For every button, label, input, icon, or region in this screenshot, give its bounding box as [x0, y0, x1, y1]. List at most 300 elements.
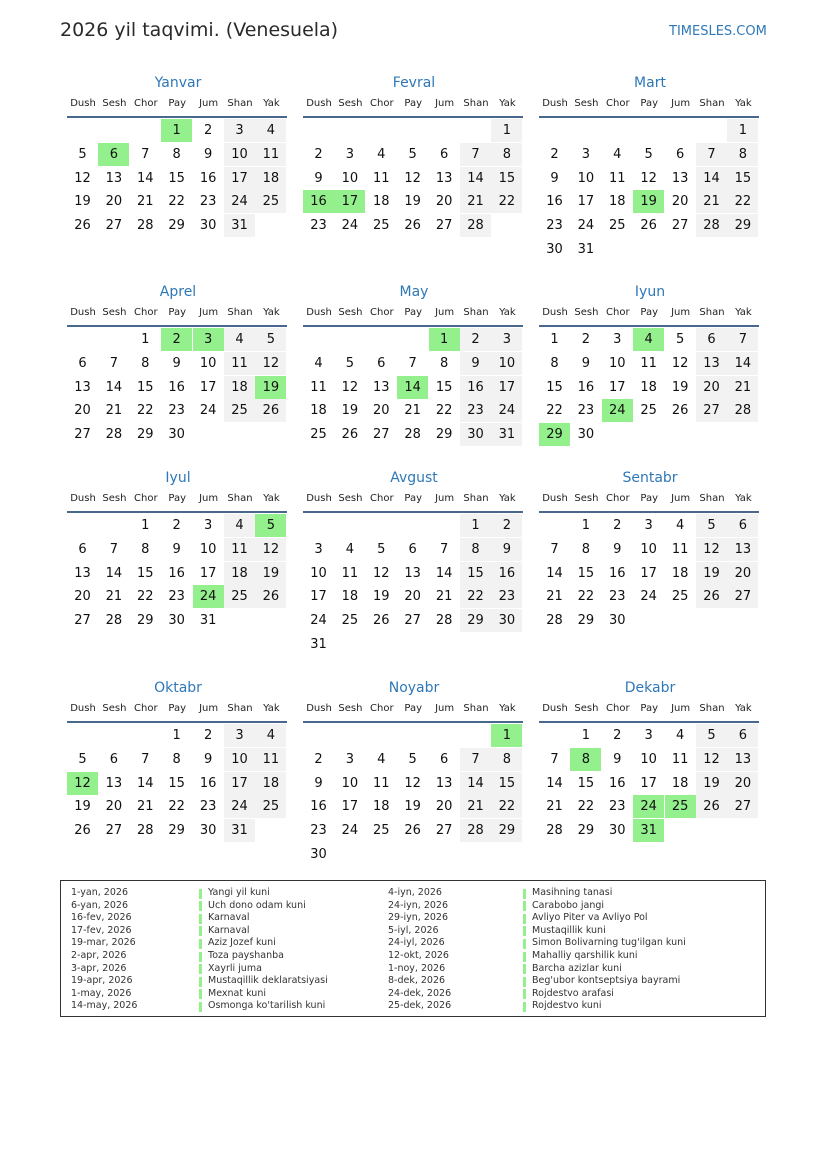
holiday-day-cell: 24 [633, 795, 664, 818]
day-cell: 25 [373, 823, 390, 839]
day-cell: 12 [404, 775, 421, 791]
weekday-header: Yak [499, 493, 516, 504]
day-cell: 15 [168, 170, 185, 186]
day-cell: 11 [255, 748, 286, 771]
day-cell: 7 [439, 541, 449, 557]
day-cell: 1 [141, 332, 150, 347]
day-cell: 12 [671, 355, 689, 371]
day-cell: 18 [671, 775, 689, 791]
day-cell: 27 [671, 218, 689, 234]
holiday-name: Beg'ubor kontseptsiya bayrami [532, 975, 681, 987]
day-cell: 20 [373, 403, 390, 419]
day-cell: 14 [137, 775, 154, 791]
day-cell: 17 [224, 772, 255, 795]
day-cell: 17 [609, 379, 626, 395]
day-cell: 10 [224, 143, 255, 166]
day-cell: 7 [550, 751, 559, 767]
day-cell: 26 [255, 399, 286, 422]
day-cell: 3 [491, 328, 522, 351]
holiday-name: Masihning tanasi [532, 887, 613, 898]
day-cell: 11 [671, 541, 689, 557]
holiday-day-cell: 19 [255, 376, 286, 399]
weekday-header: Jum [671, 98, 691, 109]
day-cell: 18 [373, 799, 390, 815]
day-cell: 4 [613, 146, 622, 162]
day-cell: 4 [377, 146, 386, 162]
day-cell: 7 [141, 146, 150, 162]
day-cell: 4 [224, 328, 255, 351]
day-cell: 29 [168, 218, 185, 234]
page-title: 2026 yil taqvimi. (Venesuela) [60, 19, 339, 41]
day-cell: 22 [727, 190, 758, 213]
holiday-marker [523, 977, 526, 987]
weekday-divider [303, 116, 523, 118]
day-cell: 13 [435, 170, 453, 186]
day-cell: 8 [172, 146, 181, 162]
day-cell: 8 [581, 541, 591, 557]
holiday-day-cell: 6 [98, 143, 129, 166]
weekday-header: Pay [404, 703, 422, 714]
day-cell: 22 [137, 589, 154, 605]
day-cell: 6 [727, 724, 758, 747]
weekday-header: Chor [370, 98, 394, 109]
day-cell: 22 [491, 795, 522, 818]
day-cell: 27 [74, 427, 91, 443]
day-cell: 4 [224, 514, 255, 537]
month-name: May [399, 284, 429, 300]
day-cell: 21 [546, 799, 563, 815]
day-cell: 19 [696, 562, 727, 585]
day-cell: 5 [408, 751, 417, 767]
holiday-day-cell: 12 [67, 772, 98, 795]
day-cell: 26 [404, 218, 421, 234]
day-cell: 8 [550, 355, 559, 371]
day-cell: 28 [460, 819, 491, 842]
holiday-date: 24-iyn, 2026 [388, 899, 449, 911]
day-cell: 6 [109, 751, 119, 767]
day-cell: 13 [105, 170, 123, 186]
weekday-divider [67, 511, 287, 513]
day-cell: 11 [224, 538, 255, 561]
month-name: Noyabr [388, 680, 440, 696]
weekday-header: Dush [70, 493, 96, 504]
day-cell: 22 [546, 403, 563, 419]
day-cell: 13 [727, 538, 758, 561]
day-cell: 13 [435, 775, 453, 791]
day-cell: 2 [613, 728, 622, 743]
holiday-day-cell: 19 [633, 190, 664, 213]
holiday-date: 2-apr, 2026 [71, 950, 127, 961]
day-cell: 30 [168, 427, 185, 443]
holiday-marker [523, 889, 526, 899]
weekday-header: Sesh [574, 98, 599, 109]
day-cell: 28 [105, 613, 123, 629]
holiday-date: 1-may, 2026 [71, 987, 132, 999]
holiday-marker [523, 926, 526, 936]
weekday-header: Yak [263, 703, 280, 714]
day-cell: 13 [105, 775, 123, 791]
weekday-header: Sesh [102, 493, 127, 504]
day-cell: 26 [404, 823, 421, 839]
day-cell: 27 [373, 427, 390, 443]
day-cell: 7 [109, 541, 119, 557]
holiday-name: Barcha azizlar kuni [532, 962, 622, 974]
holiday-day-cell: 25 [665, 795, 696, 818]
day-cell: 29 [137, 427, 154, 443]
day-cell: 31 [224, 819, 255, 842]
day-cell: 23 [310, 218, 327, 234]
holiday-date: 17-fev, 2026 [71, 924, 132, 936]
day-cell: 23 [609, 589, 626, 605]
weekday-divider [67, 116, 287, 118]
day-cell: 21 [696, 190, 727, 213]
weekday-header: Jum [671, 493, 691, 504]
day-cell: 17 [640, 775, 657, 791]
day-cell: 16 [546, 194, 563, 210]
weekday-header: Sesh [338, 493, 363, 504]
day-cell: 5 [78, 751, 87, 767]
day-cell: 20 [727, 562, 758, 585]
day-cell: 7 [141, 751, 150, 767]
weekday-header: Jum [199, 307, 219, 318]
day-cell: 6 [78, 541, 87, 557]
day-cell: 18 [671, 565, 689, 581]
weekday-header: Dush [70, 98, 96, 109]
day-cell: 20 [671, 194, 689, 210]
day-cell: 26 [696, 795, 727, 818]
day-cell: 23 [546, 218, 563, 234]
day-cell: 12 [640, 170, 657, 186]
holiday-day-cell: 2 [161, 328, 192, 351]
weekday-header: Shan [699, 703, 725, 714]
weekday-header: Dush [542, 703, 568, 714]
weekday-header: Chor [606, 493, 630, 504]
day-cell: 7 [550, 541, 559, 557]
day-cell: 22 [491, 190, 522, 213]
day-cell: 24 [640, 589, 657, 605]
day-cell: 23 [168, 589, 185, 605]
weekday-header: Shan [463, 703, 489, 714]
day-cell: 26 [696, 585, 727, 608]
day-cell: 21 [137, 194, 154, 210]
day-cell: 1 [172, 728, 181, 743]
day-cell: 5 [377, 541, 386, 557]
day-cell: 15 [727, 167, 758, 190]
day-cell: 7 [460, 143, 491, 166]
day-cell: 28 [435, 613, 453, 629]
day-cell: 3 [613, 332, 622, 347]
holiday-date: 25-dek, 2026 [388, 1000, 452, 1012]
holiday-name: Rojdestvo kuni [532, 1000, 602, 1012]
month-name: Sentabr [622, 470, 678, 486]
day-cell: 5 [408, 146, 417, 162]
day-cell: 17 [310, 589, 327, 605]
day-cell: 28 [404, 427, 421, 443]
day-cell: 17 [491, 376, 522, 399]
weekday-header: Sesh [102, 98, 127, 109]
day-cell: 25 [255, 795, 286, 818]
day-cell: 20 [404, 589, 421, 605]
day-cell: 15 [577, 775, 595, 791]
day-cell: 1 [460, 514, 491, 537]
weekday-header: Jum [435, 493, 455, 504]
day-cell: 11 [341, 565, 359, 581]
weekday-header: Sesh [574, 703, 599, 714]
day-cell: 17 [341, 799, 359, 815]
day-cell: 21 [546, 589, 563, 605]
holiday-marker [523, 914, 526, 924]
day-cell: 13 [74, 379, 91, 395]
day-cell: 15 [577, 565, 595, 581]
day-cell: 4 [255, 119, 286, 142]
day-cell: 5 [644, 146, 653, 162]
day-cell: 20 [74, 589, 91, 605]
weekday-header: Chor [134, 703, 158, 714]
day-cell: 31 [224, 214, 255, 237]
day-cell: 8 [491, 748, 522, 771]
weekday-header: Sesh [102, 703, 127, 714]
holiday-day-cell: 4 [633, 328, 664, 351]
day-cell: 7 [696, 143, 727, 166]
day-cell: 26 [373, 613, 390, 629]
day-cell: 2 [314, 146, 323, 162]
holiday-day-cell: 14 [397, 376, 428, 399]
day-cell: 30 [577, 427, 595, 443]
day-cell: 25 [609, 218, 626, 234]
weekday-header: Shan [227, 703, 253, 714]
weekday-header: Sesh [338, 703, 363, 714]
day-cell: 2 [172, 518, 181, 533]
holiday-day-cell: 24 [193, 585, 224, 608]
day-cell: 2 [581, 332, 591, 347]
weekday-header: Shan [227, 98, 253, 109]
day-cell: 16 [491, 562, 522, 585]
day-cell: 19 [373, 589, 390, 605]
day-cell: 22 [577, 589, 595, 605]
day-cell: 22 [168, 194, 185, 210]
weekday-header: Pay [640, 493, 658, 504]
day-cell: 9 [613, 751, 622, 767]
day-cell: 20 [105, 194, 123, 210]
holiday-date: 8-dek, 2026 [388, 975, 446, 987]
day-cell: 2 [491, 514, 522, 537]
holiday-marker [523, 901, 526, 911]
weekday-header: Dush [306, 703, 332, 714]
holiday-day-cell: 17 [334, 190, 365, 213]
weekday-header: Pay [168, 307, 186, 318]
day-cell: 19 [341, 403, 359, 419]
holiday-name: Karnaval [208, 912, 250, 924]
weekday-header: Yak [263, 493, 280, 504]
weekday-header: Chor [370, 307, 394, 318]
day-cell: 2 [550, 146, 559, 162]
holiday-name: Aziz Jozef kuni [208, 937, 276, 949]
day-cell: 18 [609, 194, 626, 210]
holiday-day-cell: 3 [193, 328, 224, 351]
holiday-date: 12-okt, 2026 [388, 950, 449, 961]
weekday-header: Jum [671, 307, 691, 318]
day-cell: 16 [199, 775, 217, 791]
holiday-date: 3-apr, 2026 [71, 962, 127, 974]
day-cell: 25 [224, 399, 255, 422]
weekday-header: Jum [435, 98, 455, 109]
holiday-marker [199, 926, 202, 936]
day-cell: 24 [199, 403, 217, 419]
day-cell: 9 [203, 146, 213, 162]
day-cell: 27 [435, 823, 453, 839]
day-cell: 14 [696, 167, 727, 190]
day-cell: 12 [404, 170, 421, 186]
day-cell: 5 [696, 514, 727, 537]
day-cell: 21 [404, 403, 421, 419]
day-cell: 11 [609, 170, 626, 186]
day-cell: 24 [341, 823, 359, 839]
weekday-header: Shan [463, 98, 489, 109]
holiday-date: 4-iyn, 2026 [388, 887, 442, 898]
day-cell: 11 [310, 379, 327, 395]
day-cell: 6 [675, 146, 685, 162]
month-name: Iyul [165, 470, 191, 486]
day-cell: 16 [168, 565, 185, 581]
month-name: Mart [634, 75, 666, 91]
weekday-header: Dush [542, 307, 568, 318]
day-cell: 23 [491, 585, 522, 608]
weekday-header: Pay [404, 307, 422, 318]
holiday-date: 19-apr, 2026 [71, 975, 133, 987]
weekday-divider [303, 511, 523, 513]
day-cell: 21 [727, 376, 758, 399]
day-cell: 22 [460, 585, 491, 608]
holiday-name: Rojdestvo arafasi [532, 987, 614, 999]
day-cell: 9 [550, 170, 559, 186]
day-cell: 13 [727, 748, 758, 771]
day-cell: 23 [460, 399, 491, 422]
holiday-name: Simon Bolivarning tug'ilgan kuni [532, 937, 686, 949]
holiday-marker [199, 901, 202, 911]
day-cell: 1 [727, 119, 758, 142]
day-cell: 1 [581, 518, 591, 533]
day-cell: 26 [74, 218, 91, 234]
day-cell: 19 [74, 194, 91, 210]
weekday-header: Dush [542, 493, 568, 504]
day-cell: 20 [435, 799, 453, 815]
day-cell: 2 [203, 728, 213, 743]
day-cell: 10 [341, 775, 359, 791]
weekday-header: Chor [606, 98, 630, 109]
day-cell: 25 [373, 218, 390, 234]
day-cell: 8 [727, 143, 758, 166]
day-cell: 21 [460, 795, 491, 818]
day-cell: 22 [168, 799, 185, 815]
month-name: Fevral [392, 75, 436, 91]
holiday-name: Carabobo jangi [532, 899, 605, 911]
day-cell: 14 [105, 565, 123, 581]
day-cell: 3 [224, 724, 255, 747]
day-cell: 25 [640, 403, 657, 419]
holiday-marker [523, 964, 526, 974]
weekday-header: Jum [671, 703, 691, 714]
site-brand-link[interactable]: TIMESLES.COM [669, 24, 767, 39]
day-cell: 10 [341, 170, 359, 186]
day-cell: 22 [137, 403, 154, 419]
day-cell: 1 [550, 332, 559, 347]
holiday-name: Xayrli juma [208, 962, 262, 974]
day-cell: 21 [435, 589, 453, 605]
day-cell: 24 [224, 190, 255, 213]
day-cell: 29 [168, 823, 185, 839]
holiday-day-cell: 16 [303, 190, 334, 213]
month-name: Dekabr [624, 680, 676, 696]
weekday-header: Chor [606, 703, 630, 714]
weekday-header: Yak [499, 98, 516, 109]
day-cell: 9 [314, 775, 323, 791]
holiday-date: 14-may, 2026 [71, 1000, 138, 1012]
holiday-day-cell: 5 [255, 514, 286, 537]
day-cell: 14 [546, 565, 563, 581]
weekday-header: Pay [404, 493, 422, 504]
day-cell: 27 [404, 613, 421, 629]
weekday-header: Jum [199, 703, 219, 714]
weekday-header: Yak [735, 98, 752, 109]
holiday-marker [199, 964, 202, 974]
day-cell: 16 [310, 799, 327, 815]
weekday-header: Shan [227, 307, 253, 318]
holiday-marker [199, 889, 202, 899]
holiday-date: 5-iyl, 2026 [388, 924, 439, 936]
day-cell: 31 [310, 637, 327, 652]
weekday-header: Yak [735, 493, 752, 504]
weekday-divider [539, 116, 759, 118]
weekday-header: Pay [168, 493, 186, 504]
day-cell: 30 [491, 609, 522, 632]
day-cell: 3 [203, 518, 213, 533]
weekday-header: Shan [463, 307, 489, 318]
day-cell: 18 [640, 379, 657, 395]
holiday-marker [199, 989, 202, 999]
day-cell: 7 [109, 355, 119, 371]
day-cell: 28 [105, 427, 123, 443]
day-cell: 17 [640, 565, 657, 581]
month-name: Aprel [159, 284, 197, 300]
day-cell: 6 [439, 146, 449, 162]
day-cell: 26 [255, 585, 286, 608]
day-cell: 10 [491, 352, 522, 375]
day-cell: 10 [224, 748, 255, 771]
holiday-date: 24-iyl, 2026 [388, 937, 445, 949]
holiday-date: 24-dek, 2026 [388, 987, 452, 999]
day-cell: 27 [105, 823, 123, 839]
day-cell: 4 [675, 518, 685, 533]
day-cell: 18 [373, 194, 390, 210]
day-cell: 9 [172, 355, 181, 371]
day-cell: 3 [581, 146, 591, 162]
holiday-name: Mustaqillik kuni [532, 924, 606, 936]
day-cell: 16 [199, 170, 217, 186]
weekday-header: Yak [735, 307, 752, 318]
day-cell: 17 [577, 194, 595, 210]
day-cell: 26 [640, 218, 657, 234]
holiday-day-cell: 1 [491, 724, 522, 747]
day-cell: 29 [727, 214, 758, 237]
day-cell: 20 [696, 376, 727, 399]
weekday-header: Dush [542, 98, 568, 109]
day-cell: 9 [613, 541, 622, 557]
day-cell: 10 [199, 541, 217, 557]
day-cell: 3 [224, 119, 255, 142]
weekday-divider [303, 721, 523, 723]
day-cell: 17 [224, 167, 255, 190]
weekday-divider [67, 721, 287, 723]
